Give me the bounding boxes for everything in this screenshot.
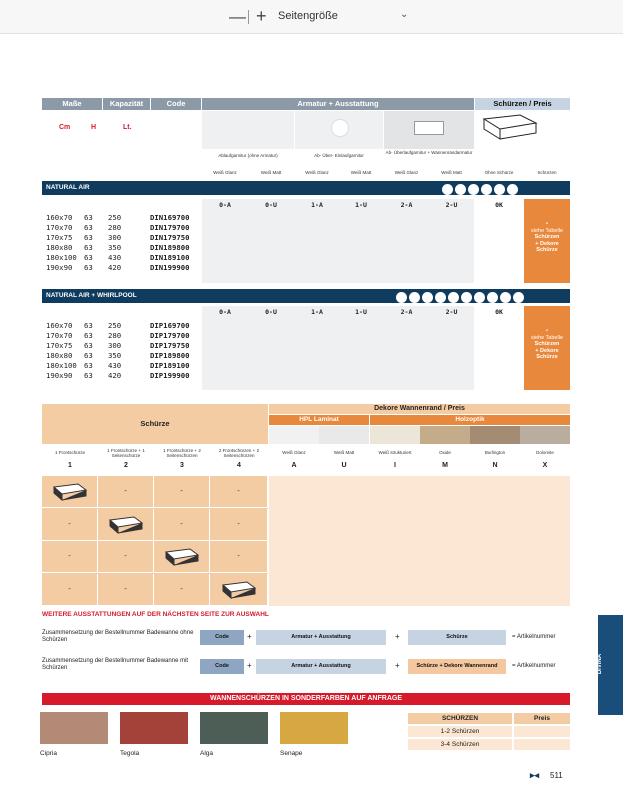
row-lt: 250 (108, 213, 122, 222)
dekore-title: Dekore Wannenrand / Preis (269, 404, 570, 414)
row-code: DIP199900 (150, 371, 190, 380)
schurze-cell: - (210, 476, 268, 508)
row-h: 63 (84, 223, 93, 232)
unit-cm: Cm (59, 124, 71, 131)
schurze-col-label: 2 Frontschürzen + 2 Seitenschürzen (218, 448, 260, 458)
feature-icon (507, 184, 518, 195)
row-h: 63 (84, 371, 93, 380)
armatur-label-2: Ab- Über- Einlaufgarnitur (314, 153, 364, 158)
armatur-image-1 (202, 111, 294, 149)
row-lt: 300 (108, 233, 122, 242)
schurze-cell: - (98, 476, 154, 508)
col-code: 2-U (445, 308, 458, 316)
row-lt: 300 (108, 341, 122, 350)
order-code: Code (200, 630, 244, 645)
feature-icon (435, 292, 446, 303)
order-third: Schürze (408, 630, 506, 645)
orange-note-1: • siehe Tabelle Schürzen + Dekore Schürze (524, 199, 570, 283)
col-code: 0-A (219, 201, 231, 209)
header-code: Code (151, 98, 201, 110)
feature-icon (500, 292, 511, 303)
feature-icon (468, 184, 479, 195)
feature-icon (481, 184, 492, 195)
color-swatch (120, 712, 188, 744)
schurze-cell: - (154, 509, 210, 541)
row-h: 63 (84, 253, 93, 262)
row-lt: 280 (108, 331, 122, 340)
dek-label: Weiß Matt (333, 450, 355, 455)
row-size: 170x70 (46, 331, 73, 340)
schurze-cell: - (210, 509, 268, 541)
row-h: 63 (84, 341, 93, 350)
color-swatch-label: Alga (200, 750, 214, 757)
zoom-select[interactable]: Seitengröße (278, 10, 338, 22)
hpl-title: HPL Laminat (269, 415, 369, 425)
equals-sign: = Artikelnummer (512, 634, 556, 640)
row-lt: 430 (108, 361, 122, 370)
row-lt: 420 (108, 371, 122, 380)
armatur-image-3 (384, 111, 474, 149)
chevron-down-icon[interactable]: ⌄ (400, 9, 409, 20)
section-title-whirlpool: NATURAL AIR + WHIRLPOOL (42, 289, 570, 303)
row-size: 180x100 (46, 361, 77, 370)
finish-label: Weiß Glanz (305, 170, 329, 175)
row-lt: 350 (108, 243, 122, 252)
schurze-cell: - (42, 509, 98, 541)
armatur-label-3: Ab- Überlaufgarnitur + Wannenrandarmatur (385, 150, 473, 155)
section-title-natural-air: NATURAL AIR (42, 181, 570, 195)
toolbar-separator (248, 10, 249, 24)
row-h: 63 (84, 321, 93, 330)
color-swatch (280, 712, 348, 744)
row-code: DIP189100 (150, 361, 190, 370)
dekore-grid (269, 476, 570, 606)
unit-lt: Lt. (123, 124, 132, 131)
orange-note-2: • siehe Tabelle Schürzen + Dekore Schürze (524, 306, 570, 390)
row-size: 170x75 (46, 341, 73, 350)
col-code: 1-A (311, 308, 323, 316)
row-lt: 350 (108, 351, 122, 360)
row-size: 180x80 (46, 351, 73, 360)
product-row (46, 264, 196, 274)
swatch-dolomite (520, 426, 570, 444)
row-code: DIP179700 (150, 331, 190, 340)
finish-label: Schürzen (537, 170, 557, 175)
feature-icon (494, 184, 505, 195)
schurze-col-label: 1 Frontschürze (54, 450, 85, 455)
zoom-in-button[interactable]: + (256, 6, 267, 26)
col-code: 2-U (445, 201, 458, 209)
feature-icon (448, 292, 459, 303)
schurze-cell: - (210, 541, 268, 573)
order-label-1: Zusammensetzung der Bestellnummer Badewanne ohne Schürzen (42, 630, 194, 643)
holz-title: Holzoptik (370, 415, 570, 425)
tub-apron-icon (210, 574, 268, 606)
feature-icon (487, 292, 498, 303)
product-row (46, 372, 196, 382)
swatch-weiss-matt (319, 426, 369, 444)
order-code: Code (200, 659, 244, 674)
section1-codes (202, 199, 570, 283)
col-code: 1-U (355, 308, 367, 316)
row-lt: 280 (108, 223, 122, 232)
col-code: 0K (495, 308, 503, 316)
tub-apron-icon (98, 509, 154, 541)
schurze-cells (42, 476, 268, 606)
plus-sign: + (247, 661, 252, 670)
row-lt: 250 (108, 321, 122, 330)
zoom-out-button[interactable]: — (229, 7, 246, 26)
row-h: 63 (84, 213, 93, 222)
price-table: SCHÜRZEN Preis 1-2 Schürzen 3-4 Schürzen (408, 713, 570, 755)
col-code: 2-A (400, 201, 413, 209)
pdf-toolbar (0, 0, 623, 34)
row-code: DIN199900 (150, 263, 190, 272)
row-code: DIN189800 (150, 243, 190, 252)
row-code: DIP179750 (150, 341, 190, 350)
col-code: 2-A (400, 308, 413, 316)
header-kapazitat: Kapazität (103, 98, 150, 110)
tub-apron-icon (154, 541, 210, 573)
row-code: DIN169700 (150, 213, 190, 222)
tub-apron-icon (42, 476, 98, 508)
plus-sign: + (395, 661, 400, 670)
row-size: 180x80 (46, 243, 73, 252)
schurze-cell: - (98, 541, 154, 573)
row-code: DIP189800 (150, 351, 190, 360)
finish-label: Weiß Matt (441, 170, 462, 175)
col-code: 0-U (265, 201, 277, 209)
row-h: 63 (84, 233, 93, 242)
schurze-cell: - (42, 541, 98, 573)
row-size: 170x70 (46, 223, 73, 232)
schurze-title: Schürze (140, 419, 170, 428)
order-label-2: Zusammensetzung der Bestellnummer Badewanne mit Schürzen (42, 658, 189, 671)
feature-icon (442, 184, 453, 195)
schurze-col-label: 1 Frontschürze + 1 Seitenschürze (107, 448, 145, 458)
order-third: Schürze + Dekore Wannenrand (408, 659, 506, 674)
page-number: 511 (550, 771, 563, 780)
finish-label: Ohne Schürze (484, 170, 514, 175)
section2-codes (202, 306, 570, 320)
unit-h: H (91, 124, 97, 131)
finish-label: Weiß Matt (350, 170, 372, 175)
dek-label: Dolomite (536, 450, 554, 455)
col-code: 0-U (265, 308, 277, 316)
color-swatch (200, 712, 268, 744)
col-code: 1-A (311, 201, 323, 209)
feature-icon (513, 292, 524, 303)
order-armatur: Armatur + Ausstattung (256, 630, 386, 645)
row-size: 170x75 (46, 233, 73, 242)
row-size: 180x100 (46, 253, 77, 262)
swatch-strukturiert (370, 426, 420, 444)
color-swatch (40, 712, 108, 744)
color-swatch-label: Senape (280, 750, 303, 757)
schurze-cell: - (98, 574, 154, 606)
feature-icon (396, 292, 407, 303)
side-tab[interactable]: DIVINA (598, 615, 623, 715)
schurze-cell: - (154, 574, 210, 606)
tub-outline-icon (480, 111, 540, 143)
feature-icon (455, 184, 466, 195)
feature-icon (474, 292, 485, 303)
row-h: 63 (84, 331, 93, 340)
col-code: 0K (495, 201, 503, 209)
dek-label: Weiß strukturiert (378, 450, 412, 455)
row-h: 63 (84, 263, 93, 272)
plus-sign: + (247, 632, 252, 641)
row-size: 190x90 (46, 263, 73, 272)
color-swatches (40, 712, 360, 762)
plus-sign: + (395, 632, 400, 641)
finish-label: Weiß Matt (260, 170, 282, 175)
row-h: 63 (84, 243, 93, 252)
row-lt: 420 (108, 263, 122, 272)
dek-label: Oxide (439, 450, 451, 455)
row-code: DIN189100 (150, 253, 190, 262)
swatch-burlington (470, 426, 520, 444)
swatch-weiss-glanz (269, 426, 319, 444)
schurze-num-row: 1 2 3 4 A U I M N X (68, 462, 548, 469)
row-size: 160x70 (46, 321, 73, 330)
color-swatch-label: Cipria (40, 750, 57, 757)
schurze-header (42, 404, 268, 444)
schurze-col-label: 1 Frontschürze + 2 Seitenschürzen (163, 448, 201, 458)
header-schurzen-preis: Schürzen / Preis (475, 98, 570, 110)
armatur-label-1: Ablaufgarnitur (ohne Armatur) (218, 153, 278, 158)
col-code: 1-U (355, 201, 367, 209)
feature-icon (461, 292, 472, 303)
row-h: 63 (84, 361, 93, 370)
feature-icon (422, 292, 433, 303)
row-lt: 430 (108, 253, 122, 262)
feature-icon (409, 292, 420, 303)
dek-label: Weiß Glanz (282, 450, 306, 455)
swatch-oxide (420, 426, 470, 444)
row-size: 160x70 (46, 213, 73, 222)
dek-label: Burlington (484, 450, 506, 455)
row-code: DIP169700 (150, 321, 190, 330)
finish-label: Weiß Glanz (213, 170, 237, 175)
equals-sign: = Artikelnummer (512, 663, 556, 669)
schurze-cell: - (42, 574, 98, 606)
further-note: WEITERE AUSSTATTUNGEN AUF DER NÄCHSTEN SEITE ZUR AUSWAHL (42, 611, 269, 618)
schurze-cell: - (154, 476, 210, 508)
row-h: 63 (84, 351, 93, 360)
header-masse: Maße (42, 98, 102, 110)
order-armatur: Armatur + Ausstattung (256, 659, 386, 674)
armatur-image-2 (295, 111, 383, 149)
sonder-banner: WANNENSCHÜRZEN IN SONDERFARBEN AUF ANFRAGE (42, 693, 570, 705)
col-code: 0-A (219, 308, 231, 316)
color-swatch-label: Tegola (120, 750, 140, 757)
row-size: 190x90 (46, 371, 73, 380)
finish-label: Weiß Glanz (394, 170, 419, 175)
feature-icons (440, 182, 518, 200)
header-armatur: Armatur + Ausstattung (202, 98, 474, 110)
row-code: DIN179750 (150, 233, 190, 242)
brand-logo: ▸◂ (530, 770, 540, 780)
row-code: DIN179700 (150, 223, 190, 232)
